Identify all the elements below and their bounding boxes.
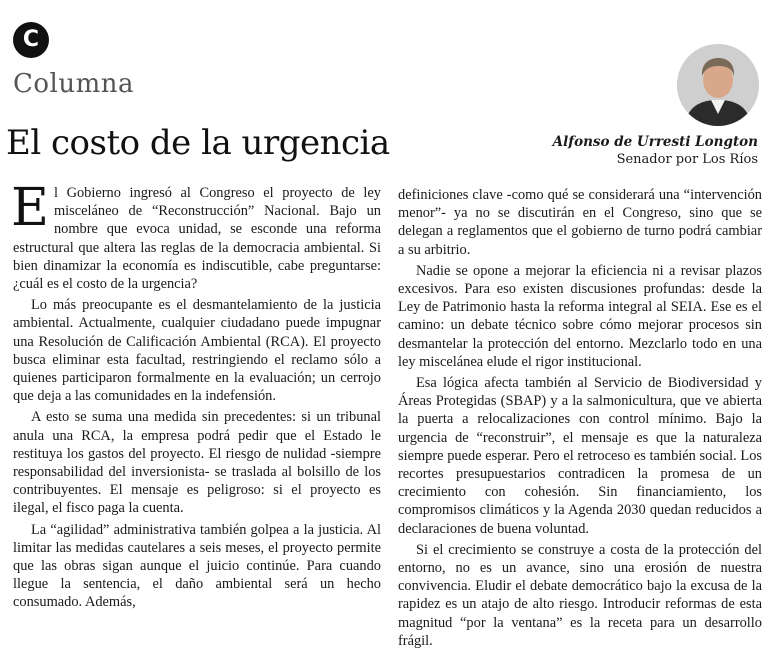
paragraph: El Gobierno ingresó al Congreso el proyecto de ley misceláneo de “Reconstrucción” Nacional. Bajo un nombre que evoca unidad, se esconde una reforma estructural que altera las reglas de la democracia ambiental. Si bien dinamizar la economía es indiscutible, cabe preguntarse: ¿cuál es el costo de la urgencia? [11, 178, 381, 293]
paragraph: La “agilidad” administrativa también golpea a la justicia. Al limitar las medidas cautelares a seis meses, el proyecto permite que las obras sigan aunque el juicio continúe. Para cuando llegue la sentencia, el daño ambiental será un hecho consumado. Además, [13, 521, 381, 611]
paragraph: Si el crecimiento se construye a costa de la protección del entorno, no es un avance, sino una erosión de nuestra convivencia. Eludir el debate democrático bajo la excusa de la rapidez es un atajo de alto riesgo. Introducir reformas de esta magnitud “por la ventana” es la receta para un desarrollo frágil. [398, 541, 762, 649]
author-name: Alfonso de Urresti Longton [552, 134, 758, 150]
paragraph: Nadie se opone a mejorar la eficiencia ni a revisar plazos excesivos. Para eso existen discusiones profundas: desde la Ley de Patrimonio hasta la reforma integral al SEIA. Ese es el camino: un debate técnico sobre cómo mejorar procesos sin desmantelar la protección del entorno. Mezclarlo todo en una ley miscelánea elude el rigor institucional. [398, 262, 762, 370]
author-role: Senador por Los Ríos [616, 152, 758, 167]
paragraph: definiciones clave -como qué se considerará una “intervención menor”- ya no se discutirán en el Congreso, sino que se delegan a reglamentos que el gobierno de turno podrá cambiar a su arbitrio. [398, 187, 762, 258]
drop-cap: E [11, 178, 49, 238]
paragraph: Esa lógica afecta también al Servicio de Biodiversidad y Áreas Protegidas (SBAP) y a la salmonicultura, que ve abierta la puerta a relocalizaciones con control mínimo. Bajo la urgencia de “reconstruir”, el mensaje es que la naturaleza siempre puede esperar. Pero el retroceso es también social. Los recortes presupuestarios contradicen la promesa de un crecimiento con cohesión. Sin financiamiento, los compromisos climáticos y la Agenda 2030 quedan reducidos a declaraciones de buena voluntad. [398, 375, 762, 537]
author-photo [677, 44, 759, 126]
author-byline [553, 134, 758, 167]
paragraph: A esto se suma una medida sin precedentes: si un tribunal anula una RCA, la empresa podrá pedir que el Estado le restituya los gastos del proyecto. El riesgo de nulidad -siempre responsabilidad del inversionista- se traslada al bolsillo de los contribuyentes. El mensaje es peligroso: si el proyecto es ilegal, el fisco paga la cuenta. [13, 409, 381, 517]
article-title: El costo de la urgencia [6, 123, 390, 163]
author-portrait-icon [677, 44, 759, 126]
section-label: Columna [13, 69, 135, 99]
paragraph: Lo más preocupante es el desmantelamiento de la justicia ambiental. Actualmente, cualquier ciudadano puede impugnar una Resolución de Calificación Ambiental (RCA). El proyecto busca eliminar esta facultad, restringiendo el reclamo sólo a quienes participaron formalmente en la evaluación; un cerrojo que deja a las comunidades en la indefensión. [13, 297, 381, 405]
article-column-right [398, 186, 762, 653]
column-badge-icon: C [13, 22, 49, 58]
article-column-left [11, 178, 381, 615]
